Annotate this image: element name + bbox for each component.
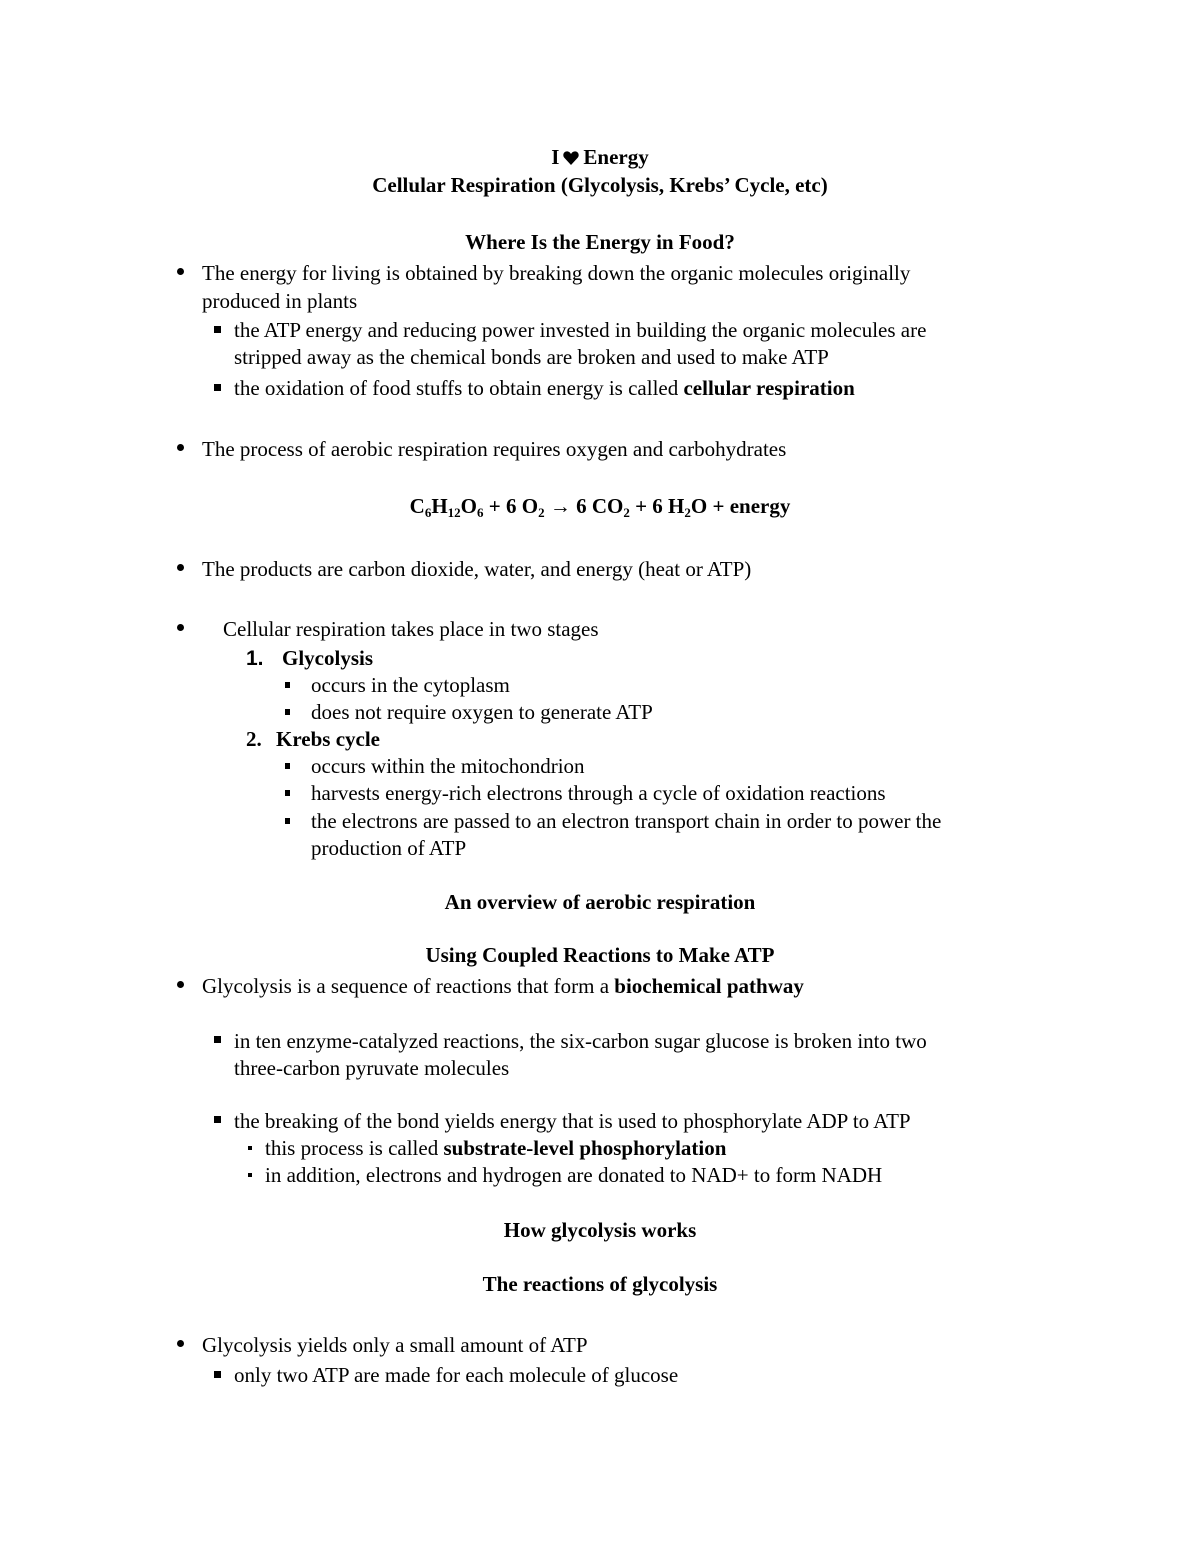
term-cellular-respiration: cellular respiration: [683, 376, 855, 400]
text-span: Glycolysis is a sequence of reactions that form a: [202, 974, 615, 998]
text-span: this process is called: [265, 1136, 444, 1160]
square-bullet-icon: [214, 1116, 221, 1123]
term-biochemical-pathway: biochemical pathway: [614, 974, 804, 998]
list-item: production of ATP: [311, 836, 467, 860]
bullet-text: produced in plants: [202, 289, 358, 313]
bullet-text: The energy for living is obtained by breaking down the organic molecules originally: [202, 261, 911, 285]
square-bullet-icon: [285, 709, 290, 715]
square-bullet-icon: [214, 326, 221, 333]
tiny-bullet-icon: [248, 1146, 252, 1150]
sub-bullet-text: three-carbon pyruvate molecules: [234, 1056, 510, 1080]
bullet-text: The process of aerobic respiration requires oxygen and carbohydrates: [202, 437, 787, 461]
list-item: the electrons are passed to an electron transport chain in order to power the: [311, 809, 942, 833]
bullet-icon: [177, 444, 184, 451]
equation: [0, 493, 1200, 520]
stage-label-krebs: Krebs cycle: [276, 727, 380, 751]
eq-part: + 6 H: [629, 494, 685, 518]
bullet-icon: [177, 981, 184, 988]
list-number: 1.: [246, 647, 264, 670]
eq-part: C: [409, 494, 425, 518]
eq-part: → 6 CO: [544, 494, 624, 518]
sub-sub-bullet-text: [265, 1135, 726, 1162]
eq-sub: 6: [424, 505, 432, 520]
eq-sub: 12: [447, 505, 461, 520]
eq-sub: 6: [477, 505, 484, 520]
stage-label-glycolysis: Glycolysis: [282, 646, 374, 670]
sub-bullet-text: the breaking of the bond yields energy that is used to phosphorylate ADP to ATP: [234, 1109, 911, 1133]
list-item: does not require oxygen to generate ATP: [311, 700, 653, 724]
bullet-icon: [177, 624, 184, 631]
eq-part: O + energy: [690, 494, 791, 518]
square-bullet-icon: [214, 1036, 221, 1043]
sub-bullet-text: stripped away as the chemical bonds are broken and used to make ATP: [234, 345, 829, 369]
heading-reactions-of-glycolysis: The reactions of glycolysis: [482, 1272, 718, 1296]
heart-icon: [563, 151, 579, 165]
square-bullet-icon: [285, 682, 290, 688]
list-item: occurs in the cytoplasm: [311, 673, 510, 697]
bullet-text: Glycolysis yields only a small amount of ATP: [202, 1333, 588, 1357]
term-substrate-level-phosphorylation: substrate-level phosphorylation: [443, 1136, 727, 1160]
title-i: I: [551, 145, 560, 169]
bullet-icon: [177, 268, 184, 275]
eq-part: H: [431, 494, 448, 518]
heading-overview: An overview of aerobic respiration: [444, 890, 756, 914]
eq-part: O: [460, 494, 478, 518]
heading-coupled-reactions: Using Coupled Reactions to Make ATP: [425, 943, 775, 967]
heading-energy-in-food: Where Is the Energy in Food?: [465, 230, 735, 254]
bullet-text: [202, 973, 804, 1000]
sub-sub-bullet-text: in addition, electrons and hydrogen are donated to NAD+ to form NADH: [265, 1163, 883, 1187]
eq-sub: 2: [538, 505, 545, 520]
bullet-icon: [177, 1340, 184, 1347]
title-energy: Energy: [583, 145, 649, 169]
doc-subtitle: Cellular Respiration (Glycolysis, Krebs’ Cycle, etc): [372, 173, 828, 197]
eq-sub: 2: [684, 505, 691, 520]
square-bullet-icon: [285, 790, 290, 796]
square-bullet-icon: [214, 1371, 221, 1378]
heading-how-glycolysis-works: How glycolysis works: [503, 1218, 697, 1242]
square-bullet-icon: [285, 818, 290, 824]
list-number: 2.: [246, 727, 262, 751]
square-bullet-icon: [285, 763, 290, 769]
eq-part: + 6 O: [483, 494, 539, 518]
tiny-bullet-icon: [248, 1173, 252, 1177]
sub-bullet-text: the ATP energy and reducing power invested in building the organic molecules are: [234, 318, 927, 342]
doc-title: [0, 144, 1200, 171]
list-item: occurs within the mitochondrion: [311, 754, 585, 778]
sub-bullet-text: only two ATP are made for each molecule of glucose: [234, 1363, 679, 1387]
text-span: the oxidation of food stuffs to obtain energy is called: [234, 376, 684, 400]
sub-bullet-text: [234, 375, 855, 402]
list-item: harvests energy-rich electrons through a cycle of oxidation reactions: [311, 781, 886, 805]
eq-sub: 2: [623, 505, 630, 520]
square-bullet-icon: [214, 384, 221, 391]
bullet-icon: [177, 564, 184, 571]
sub-bullet-text: in ten enzyme-catalyzed reactions, the six-carbon sugar glucose is broken into two: [234, 1029, 927, 1053]
bullet-text: Cellular respiration takes place in two stages: [223, 617, 599, 641]
bullet-text: The products are carbon dioxide, water, and energy (heat or ATP): [202, 557, 752, 581]
